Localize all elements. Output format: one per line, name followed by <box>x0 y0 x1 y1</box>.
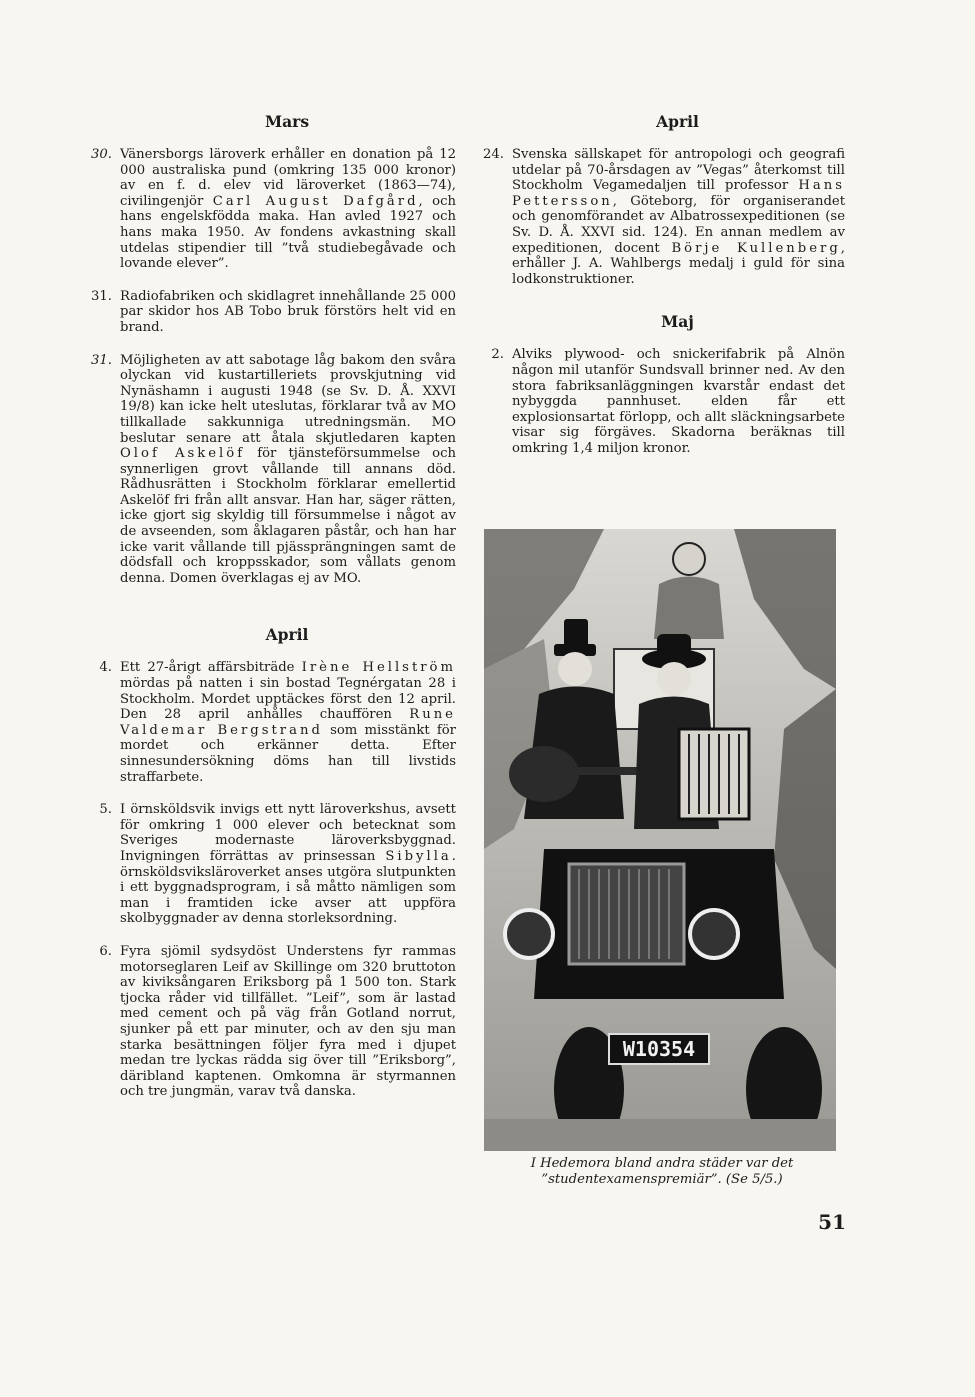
heading-mars: Mars <box>264 112 310 131</box>
entry-mars-30 <box>88 147 456 272</box>
left-column <box>88 112 456 1117</box>
entry-text: I örnsköldsvik invigs ett nytt läroverkshus, avsett för omkring 1 000 elever och betecknat som Sveriges modernaste läroverksbyggnad. Invigningen förrättas av prinsessan Sibylla. örnsköldsviksläroverket anses utgöra slutpunkten i ett byggnadsprogram, i så måtto nämligen som man i framtiden icke avser att uppföra skolbyggnader av denna storleksordning. <box>120 802 456 927</box>
license-plate: W10354 <box>622 1037 696 1061</box>
person-name: Irène Hellström <box>301 660 456 676</box>
entry-text: Radiofabriken och skidlagret innehållande 25 000 par skidor hos AB Tobo bruk förstörs helt vid en brand. <box>120 288 456 335</box>
person-name: Olof Askelöf <box>120 446 246 462</box>
heading-april: April <box>265 625 309 645</box>
right-column <box>480 112 845 474</box>
entry-text: Möjligheten av att sabotage låg bakom den svåra olyckan vid kustartilleriets provskjutning vid Nynäshamn i augusti 1948 (se Sv. D. Å. XXVI 19/8) kan icke helt uteslutas, förklarar två av MO tillkallade sakkunniga utredningsmän. MO beslutar senare att åtala skjutledaren kapten Olof Askelöf för tjänsteförsummelse och synnerligen grovt vållande till annans död. Rådhusrätten i Stockholm förklarar emellertid Askelöf fri från allt ansvar. Han har, säger rätten, icke gjort sig skyldig till försummelse i något av de avseenden, som åklagaren påstår, och han har icke varit vållande till pjässprängningen samt de dödsfall och kroppsskador, som vållats genom denna. Domen överklagas ej av MO. <box>120 352 456 586</box>
entry-date: 4. <box>99 660 112 676</box>
entry-mars-31b <box>88 353 456 587</box>
entry-april-6 <box>88 944 456 1100</box>
entry-text: Alviks plywood- och snickerifabrik på Alnön någon mil utanför Sundsvall brinner ned. Av den stora fabriksanläggningen kvarstår endast det nybyggda pannhuset. elden får ett explosionsartat förlopp, och allt släckningsarbete visar sig förgäves. Skadorna beräknas till omkring 1,4 miljon kronor. <box>512 347 845 456</box>
entry-date: 24. <box>483 147 504 162</box>
entry-text: Vänersborgs läroverk erhåller en donation på 12 000 australiska pund (omkring 135 000 kronor) av en f. d. elev vid läroverket (1863—74), civilingenjör Carl August Dafgård, och hans engelskfödda maka. Han avled 1927 och hans maka 1950. Av fondens avkastning skall utdelas stipendier till ”två studiebegåvade och lovande elever”. <box>120 147 457 272</box>
entry-text: Svenska sällskapet för antropologi och geografi utdelar på 70-årsdagen av ”Vegas” återkomst till Stockholm Vegamedaljen till professor Hans Pettersson, Göteborg, för organiserandet och genomförandet av Albatrossexpeditionen (se Sv. D. Å. XXVI sid. 124). En annan medlem av expeditionen, docent Börje Kullenberg, erhåller J. A. Wahlbergs medalj i guld för sina lodkonstruktioner. <box>512 147 845 287</box>
person-name: Carl August Dafgård <box>212 193 419 209</box>
entry-date: 31. <box>91 288 112 304</box>
entry-date: 30. <box>91 147 112 162</box>
page-number: 51 <box>818 1210 846 1234</box>
heading-maj: Maj <box>661 312 694 332</box>
person-name: Börje Kullenberg <box>671 240 841 256</box>
entry-date: 31. <box>91 352 112 368</box>
entry-date: 6. <box>99 943 112 959</box>
person-name: Sibylla <box>385 848 452 864</box>
entry-april-5 <box>88 802 456 927</box>
entry-text: Ett 27-årigt affärsbiträde Irène Hellström mördas på natten i sin bostad Tegnérgatan 28 i Stockholm. Mordet upptäckes först den 12 april. Den 28 april anhålles chauffören Rune Valdemar Bergstrand som misstänkt för mordet och erkänner detta. Efter sinnesundersökning döms han till livstids straffarbete. <box>120 660 456 785</box>
entry-april-24 <box>480 147 845 287</box>
photo-hedemora-parade <box>484 529 836 1151</box>
entry-date: 2. <box>491 347 504 363</box>
entry-april-4 <box>88 660 456 785</box>
entry-date: 5. <box>99 802 112 818</box>
person-name: Hans Pettersson <box>512 178 845 209</box>
person-name: Rune Valdemar Bergstrand <box>120 707 456 738</box>
entry-mars-31a <box>88 289 456 336</box>
photo-caption: I Hedemora bland andra städer var det ”studentexamenspremiär”. (Se 5/5.) <box>530 1156 794 1187</box>
entry-text: Fyra sjömil sydsydöst Understens fyr rammas motorseglaren Leif av Skillinge om 320 bruttoton av kiviksångaren Eriksborg på 1 500 ton. Stark tjocka råder vid tillfället. ”Leif”, som är lastad med cement och på väg från Gotland norrut, sjunker på ett par minuter, och av den sju man starka besättningen följer fyra med i djupet medan tre lyckas rädda sig över till ”Eriksborg”, däribland kaptenen. Omkomna är styrmannen och tre jungmän, varav två danska. <box>120 943 456 1100</box>
heading-april: April <box>656 112 699 131</box>
photo-illustration <box>484 529 836 1151</box>
entry-maj-2 <box>480 347 845 456</box>
